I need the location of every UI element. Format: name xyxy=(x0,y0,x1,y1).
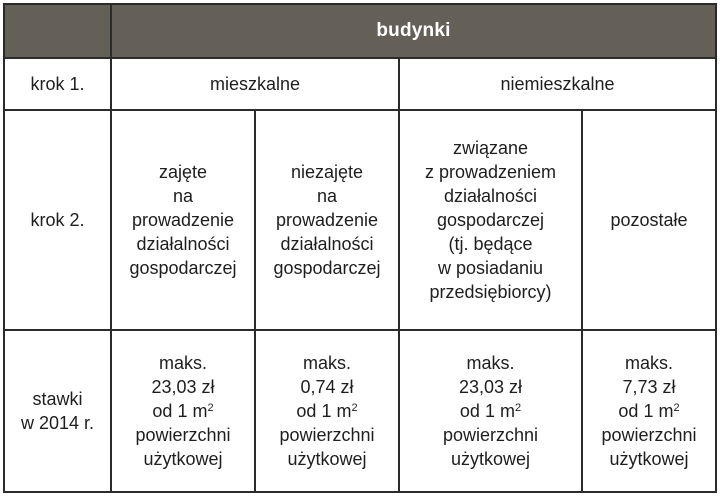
rate-unit-exponent: 2 xyxy=(673,401,680,414)
rate-amount: 23,03 zł xyxy=(458,376,523,397)
rate-amount: 7,73 zł xyxy=(622,376,676,397)
category-line: gospodarczej xyxy=(129,257,237,278)
rate-amount: 23,03 zł xyxy=(151,376,215,397)
step2-row xyxy=(4,110,716,330)
category-line: pozostałe xyxy=(610,209,688,230)
corner-cell xyxy=(4,4,111,58)
property-tax-table xyxy=(3,3,717,493)
rate-unit-prefix: od 1 m xyxy=(296,400,352,421)
rates-row xyxy=(4,330,716,492)
category-line: działalności xyxy=(136,233,230,254)
category-line: związane xyxy=(452,137,529,158)
category-line: działalności xyxy=(443,185,538,206)
rate-max-label: maks. xyxy=(302,352,351,373)
rates-label xyxy=(4,330,111,492)
rate-unit-prefix: od 1 m xyxy=(618,400,674,421)
category-line: na xyxy=(316,185,338,206)
group-residential: mieszkalne xyxy=(111,58,399,109)
category-line: w posiadaniu xyxy=(437,257,544,278)
rate-area-label: użytkowej xyxy=(143,448,223,469)
rate-area-label: użytkowej xyxy=(287,448,367,469)
rate-cell xyxy=(255,330,399,492)
category-cell-unoccupied-business xyxy=(255,110,399,330)
category-line: prowadzenie xyxy=(275,209,379,230)
category-cell-occupied-business xyxy=(111,110,255,330)
category-line: prowadzenie xyxy=(131,209,235,230)
category-line: zajęte xyxy=(158,161,208,182)
category-line: gospodarczej xyxy=(436,209,545,230)
header-row xyxy=(4,4,716,58)
rate-unit-exponent: 2 xyxy=(514,401,522,414)
rate-area-label: użytkowej xyxy=(609,448,689,469)
step1-label: krok 1. xyxy=(4,58,111,109)
tax-table-container xyxy=(3,3,717,493)
rate-cell xyxy=(582,330,716,492)
category-cell-other xyxy=(582,110,716,330)
rates-label-line: stawki xyxy=(32,388,83,409)
rate-amount: 0,74 zł xyxy=(300,376,354,397)
category-line: na xyxy=(172,185,194,206)
rate-unit-exponent: 2 xyxy=(351,401,358,414)
category-line: (tj. będące xyxy=(448,233,533,254)
category-line: niezajęte xyxy=(290,161,364,182)
rates-label-line: w 2014 r. xyxy=(20,412,95,433)
rate-unit-prefix: od 1 m xyxy=(459,400,515,421)
rate-area-label: powierzchni xyxy=(442,424,539,445)
rate-unit xyxy=(406,399,575,423)
rate-area-label: powierzchni xyxy=(279,424,375,445)
rate-cell xyxy=(111,330,255,492)
category-cell-business-related xyxy=(399,110,582,330)
rate-max-label: maks. xyxy=(158,352,207,373)
rate-area-label: powierzchni xyxy=(135,424,231,445)
rate-unit xyxy=(262,399,392,423)
group-nonresidential: niemieszkalne xyxy=(399,58,716,109)
rate-max-label: maks. xyxy=(624,352,673,373)
category-line: przedsiębiorcy) xyxy=(429,281,552,302)
step1-row xyxy=(4,58,716,109)
rate-unit-exponent: 2 xyxy=(207,401,214,414)
rate-unit-prefix: od 1 m xyxy=(152,400,208,421)
category-line: z prowadzeniem xyxy=(424,161,557,182)
rate-max-label: maks. xyxy=(466,352,515,373)
rate-unit xyxy=(589,399,709,423)
rate-area-label: użytkowej xyxy=(450,448,531,469)
step2-label: krok 2. xyxy=(4,110,111,330)
category-line: gospodarczej xyxy=(273,257,381,278)
category-line: działalności xyxy=(280,233,374,254)
rate-unit xyxy=(118,399,248,423)
rate-cell xyxy=(399,330,582,492)
rate-area-label: powierzchni xyxy=(601,424,697,445)
header-title: budynki xyxy=(111,4,716,58)
